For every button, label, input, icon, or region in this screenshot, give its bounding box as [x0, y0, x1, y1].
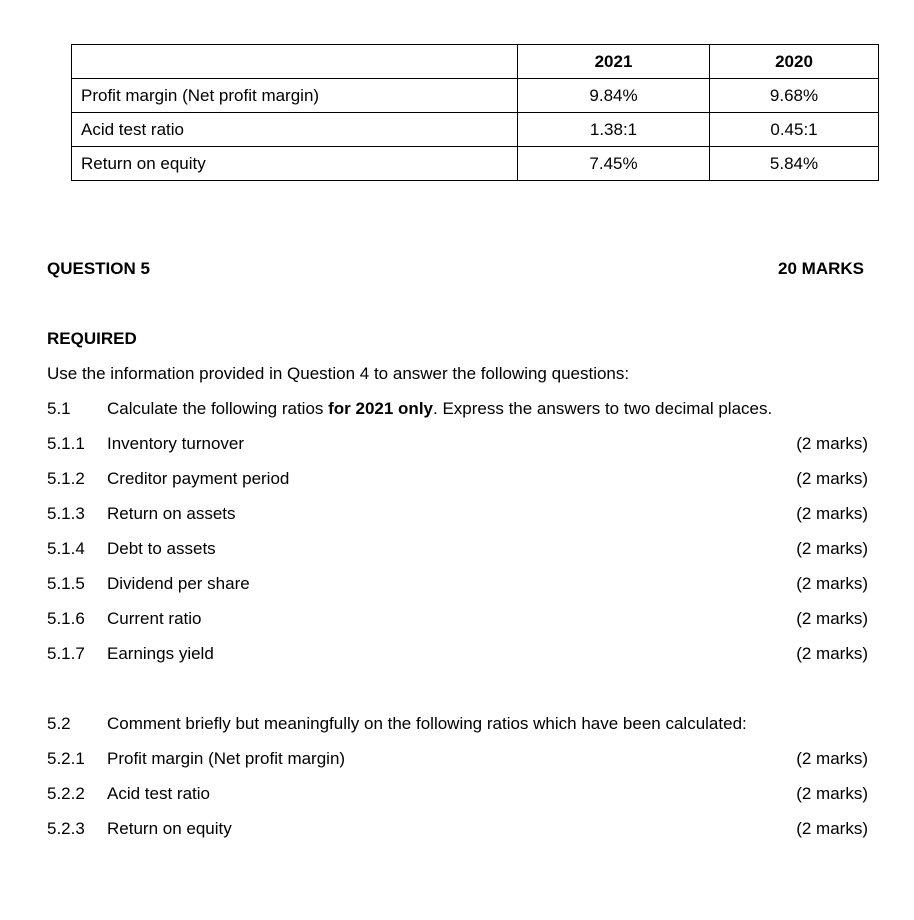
item-marks: (2 marks)	[796, 574, 868, 593]
question-intro: Use the information provided in Question 4 to answer the following questions:	[47, 364, 630, 383]
item-marks: (2 marks)	[796, 749, 868, 768]
table-row	[72, 113, 879, 147]
question-total-marks: 20 MARKS	[778, 259, 864, 278]
item-text: Acid test ratio	[107, 784, 210, 803]
ratio-table	[71, 44, 879, 181]
item-marks: (2 marks)	[796, 504, 868, 523]
part1-text-after: . Express the answers to two decimal places.	[433, 399, 773, 418]
list-item	[47, 434, 244, 454]
table-cell-2021: 7.45%	[518, 147, 710, 181]
table-row-label: Return on equity	[72, 147, 518, 181]
item-marks: (2 marks)	[796, 434, 868, 453]
table-row	[72, 147, 879, 181]
item-text: Current ratio	[107, 609, 202, 628]
item-text: Inventory turnover	[107, 434, 245, 453]
table-row-label: Profit margin (Net profit margin)	[72, 79, 518, 113]
item-text: Earnings yield	[107, 644, 214, 663]
table-cell-2020: 9.68%	[710, 79, 879, 113]
table-cell-2020: 5.84%	[710, 147, 879, 181]
table-row-label: Acid test ratio	[72, 113, 518, 147]
item-text: Creditor payment period	[107, 469, 290, 488]
item-number: 5.1.5	[47, 574, 85, 593]
list-item	[47, 504, 236, 524]
item-marks: (2 marks)	[796, 609, 868, 628]
item-number: 5.2.2	[47, 784, 85, 803]
required-heading: REQUIRED	[47, 329, 137, 348]
part2-instruction	[47, 714, 747, 734]
table-row	[72, 79, 879, 113]
item-text: Return on assets	[107, 504, 236, 523]
item-marks: (2 marks)	[796, 644, 868, 663]
item-marks: (2 marks)	[796, 784, 868, 803]
part1-text: Calculate the following ratios	[107, 399, 329, 418]
item-number: 5.2.1	[47, 749, 85, 768]
item-number: 5.1.3	[47, 504, 85, 523]
item-text: Return on equity	[107, 819, 232, 838]
item-number: 5.1.1	[47, 434, 85, 453]
item-number: 5.2.3	[47, 819, 85, 838]
list-item	[47, 784, 210, 804]
table-header-2020: 2020	[710, 45, 879, 79]
part2-text: Comment briefly but meaningfully on the following ratios which have been calculated:	[107, 714, 747, 733]
part1-number: 5.1	[47, 399, 71, 418]
item-text: Profit margin (Net profit margin)	[107, 749, 346, 768]
part1-text-bold: for 2021 only	[328, 399, 433, 418]
item-number: 5.1.2	[47, 469, 85, 488]
item-number: 5.1.4	[47, 539, 85, 558]
question-title: QUESTION 5	[47, 259, 150, 278]
item-number: 5.1.7	[47, 644, 85, 663]
table-header-2021: 2021	[518, 45, 710, 79]
list-item	[47, 574, 250, 594]
item-marks: (2 marks)	[796, 539, 868, 558]
item-text: Dividend per share	[107, 574, 250, 593]
list-item	[47, 469, 289, 489]
list-item	[47, 644, 214, 664]
table-header-row	[72, 45, 879, 79]
item-text: Debt to assets	[107, 539, 216, 558]
table-cell-2021: 1.38:1	[518, 113, 710, 147]
part2-number: 5.2	[47, 714, 71, 733]
table-cell-2020: 0.45:1	[710, 113, 879, 147]
item-marks: (2 marks)	[796, 819, 868, 838]
part1-instruction	[47, 399, 772, 419]
item-marks: (2 marks)	[796, 469, 868, 488]
item-number: 5.1.6	[47, 609, 85, 628]
list-item	[47, 749, 345, 769]
list-item	[47, 539, 216, 559]
table-header-label	[72, 45, 518, 79]
table-cell-2021: 9.84%	[518, 79, 710, 113]
list-item	[47, 819, 232, 839]
list-item	[47, 609, 201, 629]
